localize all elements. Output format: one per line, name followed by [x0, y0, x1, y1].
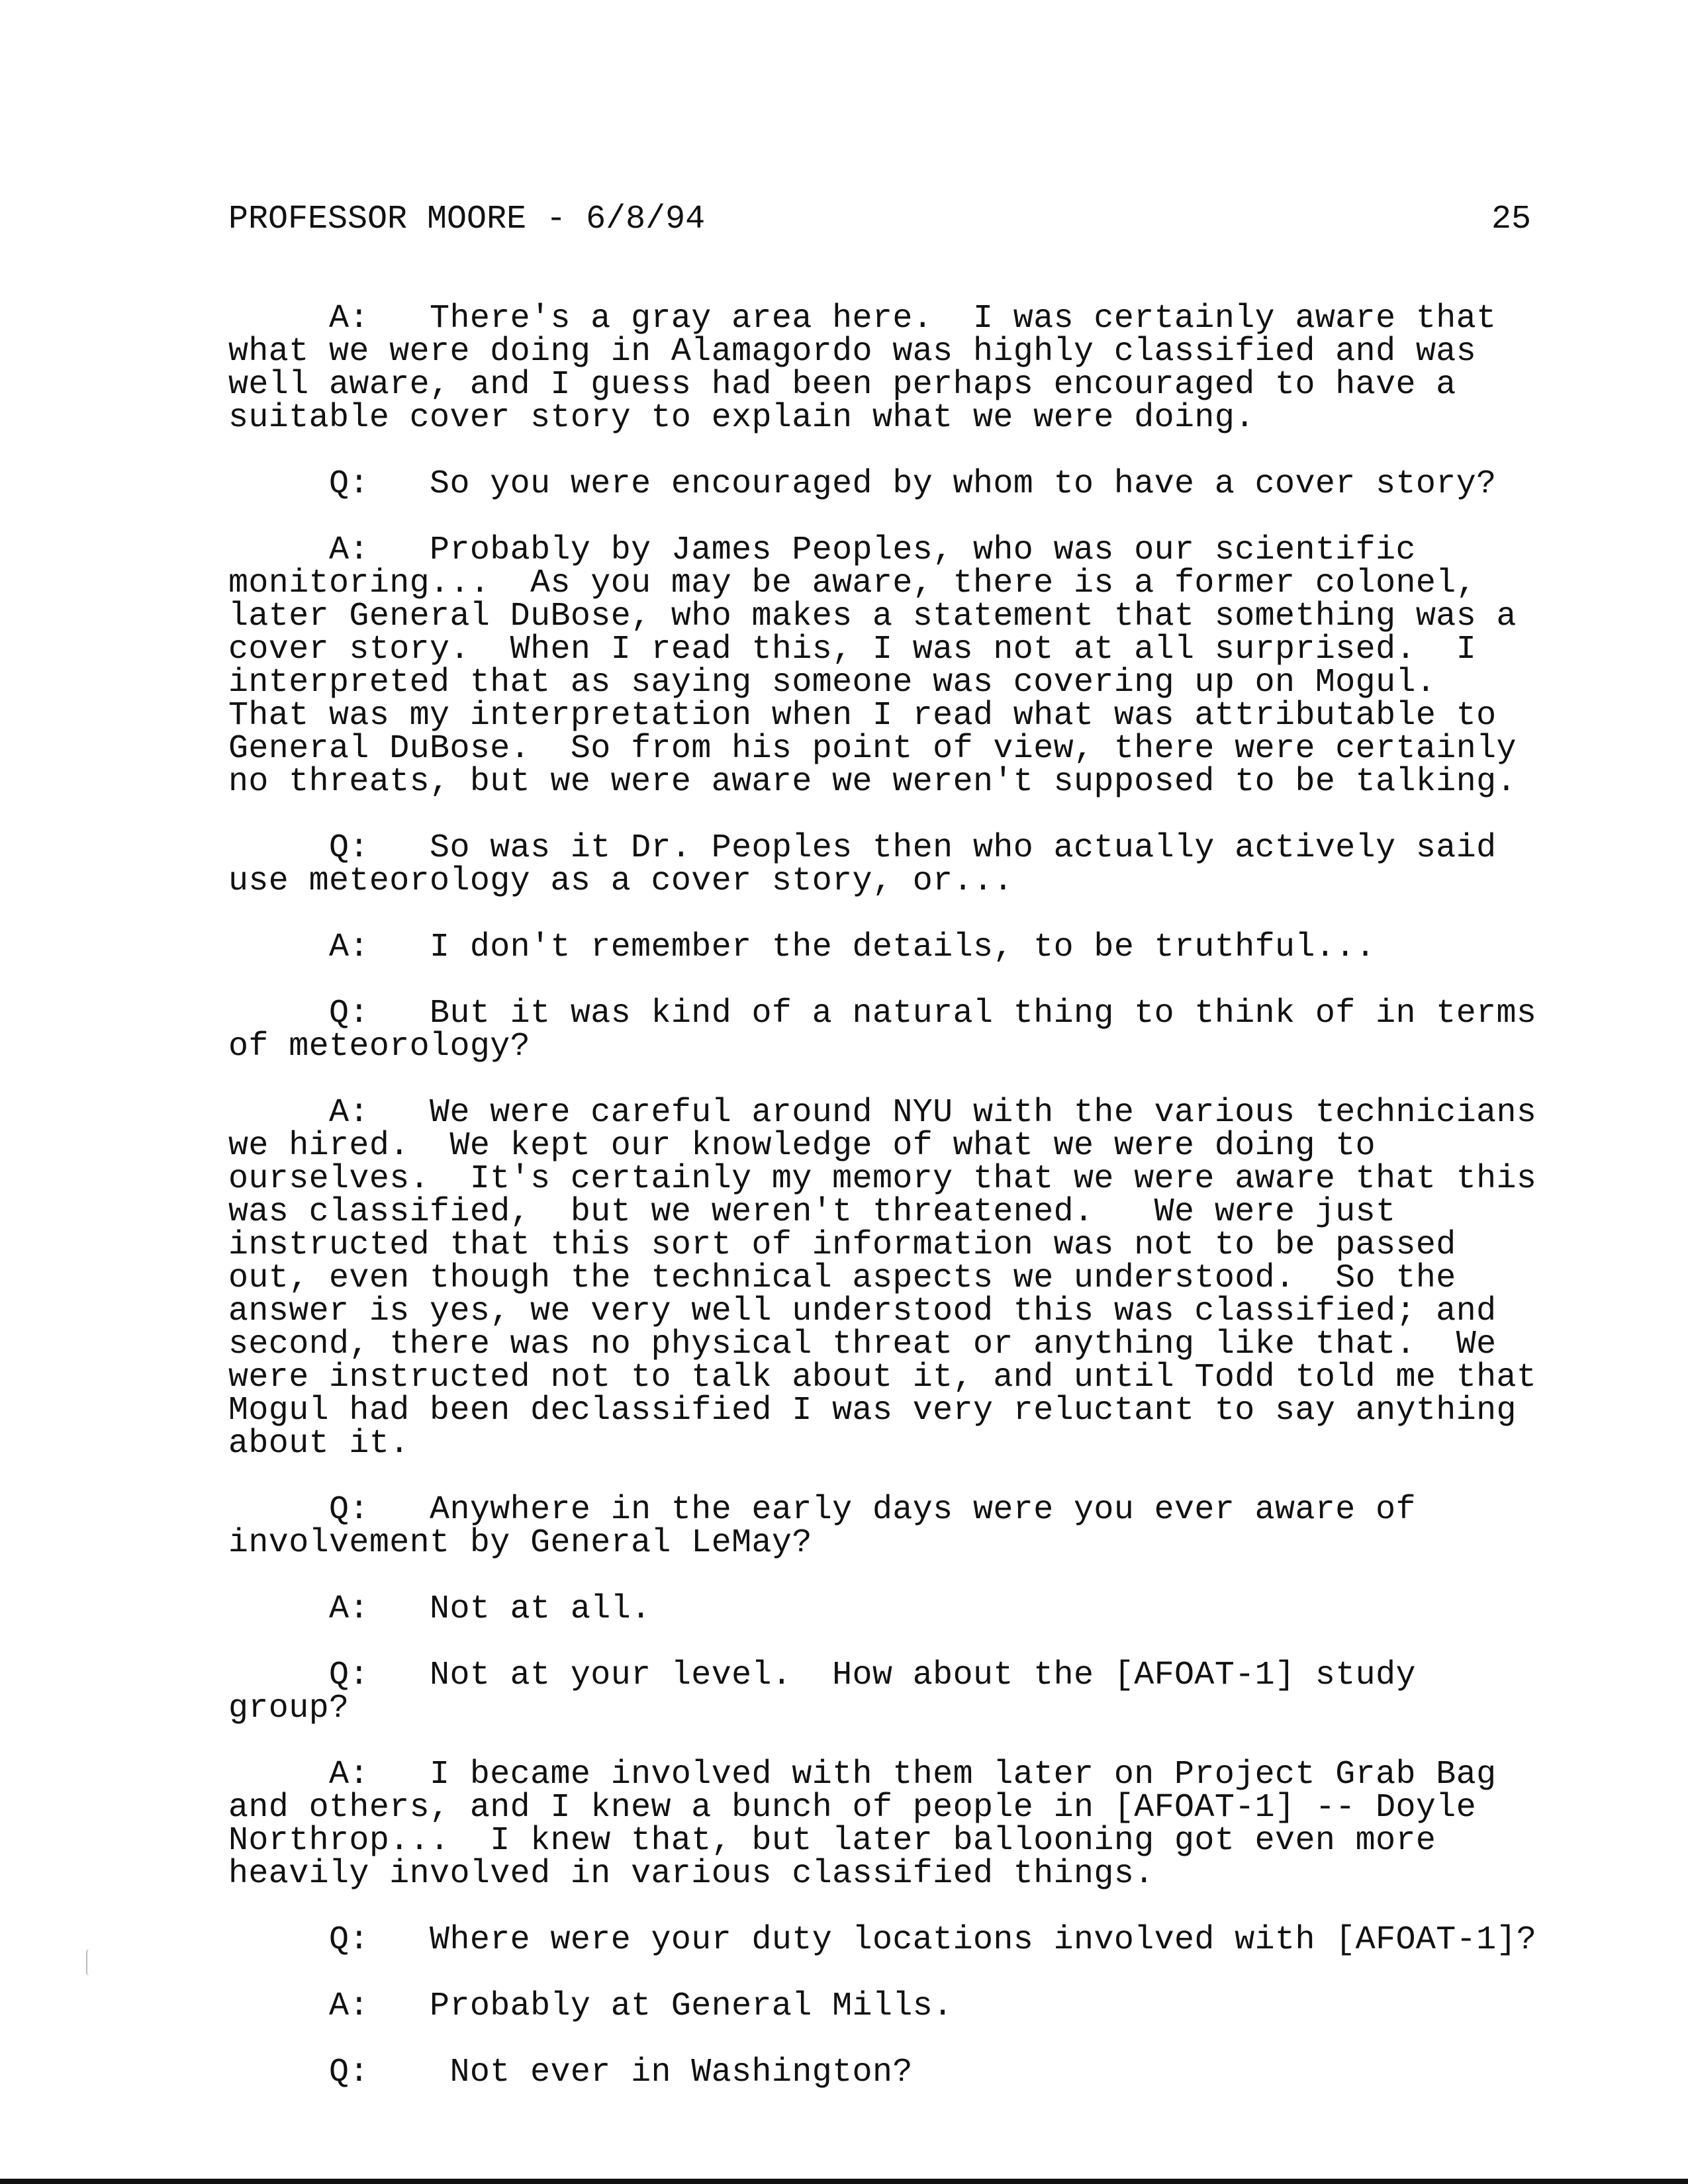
- transcript-line: out, even though the technical aspects we understood. So the: [228, 1259, 1456, 1297]
- transcript-line: instructed that this sort of information was not to be passed: [228, 1226, 1456, 1264]
- transcript-line: Q: Not at your level. How about the [AFOAT-1] study: [228, 1657, 1416, 1694]
- page-number: 25: [1491, 201, 1531, 238]
- transcript-line: group?: [228, 1690, 350, 1727]
- page-bottom-edge: [0, 2179, 1688, 2184]
- transcript-line: ourselves. It's certainly my memory that we were aware that this: [228, 1160, 1537, 1198]
- transcript-line: about it.: [228, 1425, 410, 1463]
- transcript-line: Northrop... I knew that, but later ballooning got even more: [228, 1822, 1436, 1860]
- transcript-line: interpreted that as saying someone was covering up on Mogul.: [228, 664, 1436, 702]
- transcript-line: and others, and I knew a bunch of people in [AFOAT-1] -- Doyle: [228, 1789, 1477, 1827]
- transcript-line: A: Not at all.: [228, 1590, 651, 1628]
- header-title: PROFESSOR MOORE - 6/8/94: [228, 201, 706, 238]
- transcript-line: heavily involved in various classified things.: [228, 1855, 1154, 1893]
- transcript-line: second, there was no physical threat or anything like that. We: [228, 1326, 1497, 1363]
- transcript-line: well aware, and I guess had been perhaps encouraged to have a: [228, 366, 1456, 404]
- transcript-line: Q: So you were encouraged by whom to have a cover story?: [228, 465, 1497, 503]
- transcript-line: answer is yes, we very well understood this was classified; and: [228, 1293, 1497, 1330]
- transcript-line: suitable cover story to explain what we were doing.: [228, 399, 1255, 437]
- transcript-line: Mogul had been declassified I was very reluctant to say anything: [228, 1392, 1517, 1430]
- transcript-line: cover story. When I read this, I was not at all surprised. I: [228, 631, 1477, 668]
- transcript-line: Q: Anywhere in the early days were you ever aware of: [228, 1491, 1416, 1529]
- transcript-line: Q: Where were your duty locations involved with [AFOAT-1]?: [228, 1921, 1537, 1959]
- transcript-line: we hired. We kept our knowledge of what we were doing to: [228, 1127, 1376, 1165]
- transcript-line: were instructed not to talk about it, and until Todd told me that: [228, 1359, 1537, 1396]
- transcript-line: what we were doing in Alamagordo was highly classified and was: [228, 333, 1477, 371]
- transcript-line: monitoring... As you may be aware, there is a former colonel,: [228, 565, 1477, 602]
- transcript-line: A: I became involved with them later on Project Grab Bag: [228, 1756, 1497, 1794]
- transcript-line: Q: But it was kind of a natural thing to think of in terms: [228, 995, 1537, 1032]
- transcript-line: use meteorology as a cover story, or...: [228, 862, 1013, 900]
- transcript-line: was classified, but we weren't threatened. We were just: [228, 1193, 1396, 1231]
- transcript-line: involvement by General LeMay?: [228, 1524, 812, 1562]
- transcript-line: no threats, but we were aware we weren't supposed to be talking.: [228, 763, 1517, 801]
- transcript-line: A: Probably at General Mills.: [228, 1987, 953, 2025]
- transcript-line: A: We were careful around NYU with the various technicians: [228, 1094, 1537, 1132]
- transcript-line: A: Probably by James Peoples, who was our scientific: [228, 531, 1416, 569]
- transcript-line: later General DuBose, who makes a statement that something was a: [228, 598, 1517, 635]
- transcript-line: General DuBose. So from his point of view, there were certainly: [228, 730, 1517, 768]
- transcript-line: A: I don't remember the details, to be truthful...: [228, 929, 1376, 966]
- scan-mark: [86, 1949, 93, 1976]
- transcript-line: Q: Not ever in Washington?: [228, 2054, 913, 2091]
- transcript-line: of meteorology?: [228, 1028, 531, 1066]
- transcript-line: That was my interpretation when I read what was attributable to: [228, 697, 1497, 735]
- transcript-line: Q: So was it Dr. Peoples then who actually actively said: [228, 829, 1497, 867]
- transcript-line: A: There's a gray area here. I was certainly aware that: [228, 300, 1497, 338]
